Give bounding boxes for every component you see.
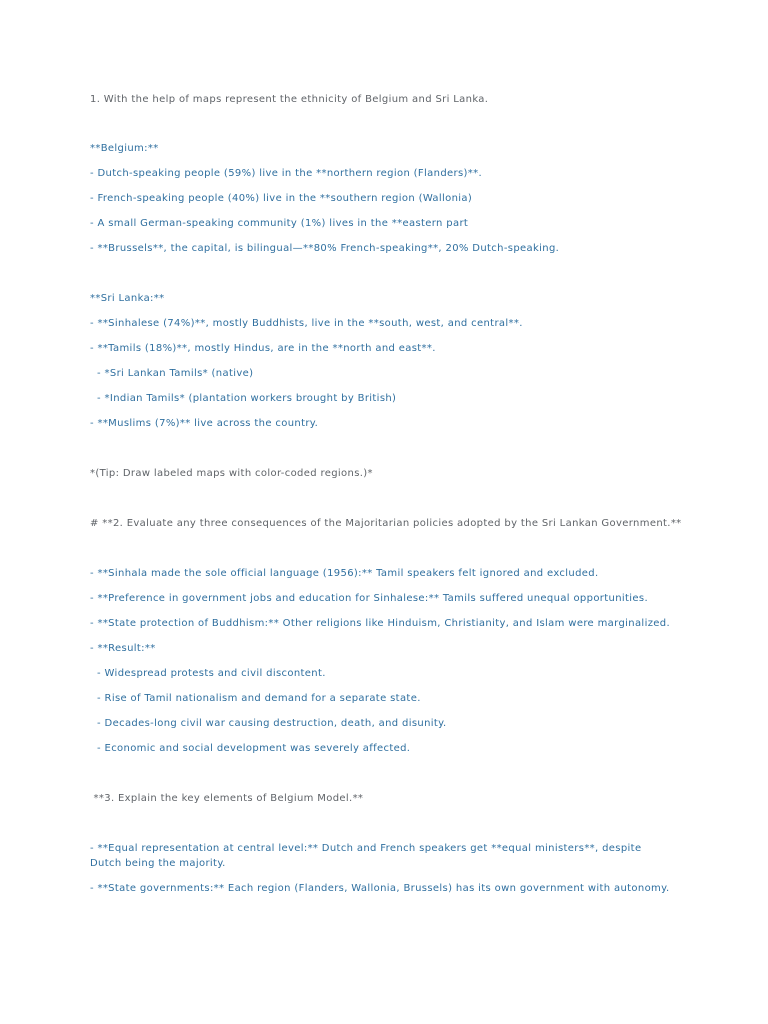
q2-item-result: - **Result:** (90, 643, 156, 654)
srilanka-item-sinhalese: - **Sinhalese (74%)**, mostly Buddhists, live in the **south, west, and central**. (90, 318, 523, 329)
question-2-heading: # **2. Evaluate any three consequences of the Majoritarian policies adopted by the Sri Lankan Government.** (90, 518, 682, 529)
srilanka-item-indian-tamils: - *Indian Tamils* (plantation workers brought by British) (90, 393, 397, 404)
q2-item-buddhism: - **State protection of Buddhism:** Other religions like Hinduism, Christianity, and Islam were marginalized. (90, 618, 671, 629)
q3-item-state-governments: - **State governments:** Each region (Flanders, Wallonia, Brussels) has its own government with autonomy. (90, 883, 670, 894)
q3-item-equal-representation: - **Equal representation at central level:** Dutch and French speakers get **equal ministers**, despite Dutch being the majority. (90, 843, 642, 869)
srilanka-title: **Sri Lanka:** (90, 293, 165, 304)
question-3-heading: **3. Explain the key elements of Belgium Model.** (90, 793, 364, 804)
q2-result-civil-war: - Decades-long civil war causing destruction, death, and disunity. (90, 718, 447, 729)
belgium-item-brussels: - **Brussels**, the capital, is bilingual—**80% French-speaking**, 20% Dutch-speaking. (90, 243, 560, 254)
map-tip: *(Tip: Draw labeled maps with color-coded regions.)* (90, 468, 373, 479)
belgium-title: **Belgium:** (90, 143, 159, 154)
q2-result-economic: - Economic and social development was severely affected. (90, 743, 411, 754)
belgium-item-dutch: - Dutch-speaking people (59%) live in the **northern region (Flanders)**. (90, 168, 483, 179)
srilanka-item-tamils: - **Tamils (18%)**, mostly Hindus, are in the **north and east**. (90, 343, 436, 354)
question-1-heading: 1. With the help of maps represent the ethnicity of Belgium and Sri Lanka. (90, 94, 489, 105)
srilanka-item-muslims: - **Muslims (7%)** live across the country. (90, 418, 319, 429)
q2-item-jobs-preference: - **Preference in government jobs and education for Sinhalese:** Tamils suffered unequal opportunities. (90, 593, 649, 604)
q2-result-protests: - Widespread protests and civil discontent. (90, 668, 326, 679)
srilanka-item-srilankan-tamils: - *Sri Lankan Tamils* (native) (90, 368, 254, 379)
belgium-item-french: - French-speaking people (40%) live in the **southern region (Wallonia) (90, 193, 473, 204)
belgium-item-german: - A small German-speaking community (1%) lives in the **eastern part (90, 218, 469, 229)
q2-item-official-language: - **Sinhala made the sole official language (1956):** Tamil speakers felt ignored and excluded. (90, 568, 599, 579)
q2-result-nationalism: - Rise of Tamil nationalism and demand for a separate state. (90, 693, 421, 704)
